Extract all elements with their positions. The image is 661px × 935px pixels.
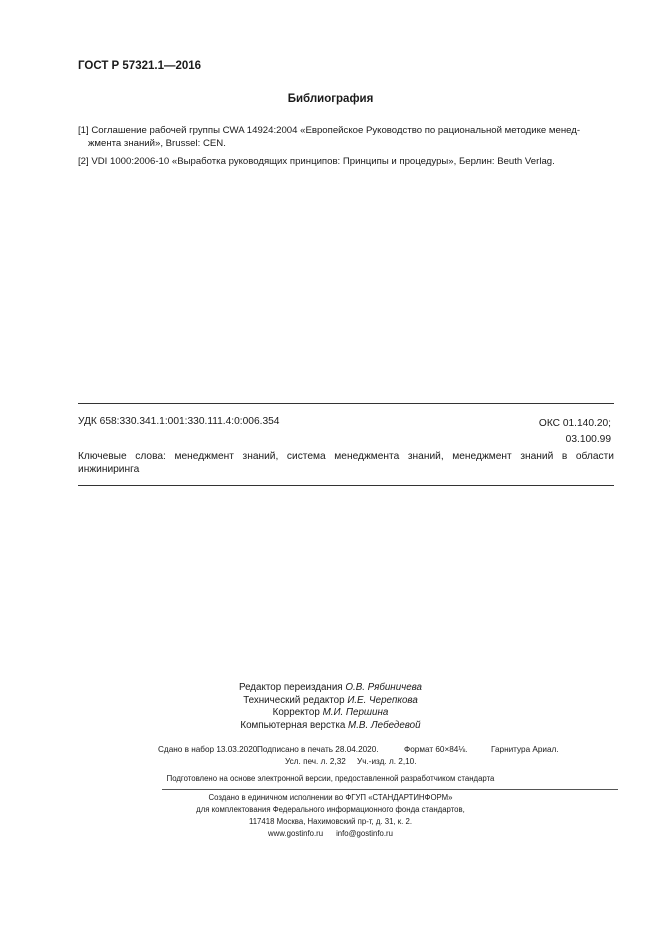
staff-role: Редактор переиздания	[238, 682, 343, 693]
staff-line-corrector	[0, 707, 661, 720]
bibliography-entry-2	[78, 155, 618, 168]
bibliography-entry-1	[78, 124, 618, 150]
staff-role: Технический редактор	[243, 694, 345, 706]
bottom-divider	[78, 485, 614, 486]
staff-name: О.В. Рябиничева	[345, 682, 423, 693]
bibliography-title: Библиография	[287, 93, 374, 105]
staff-credits	[0, 682, 661, 732]
prepared-note: Подготовлено на основе электронной версии, предоставленной разработчиком стандарта	[166, 774, 495, 783]
staff-name: М.И. Першина	[322, 707, 389, 718]
staff-role: Компьютерная верстка	[240, 719, 346, 731]
keywords: Ключевые слова: менеджмент знаний, система менеджмента знаний, менеджмент знаний в области инжиниринга	[78, 451, 614, 475]
publisher-line3: 117418 Москва, Нахимовский пр-т, д. 31, к. 2.	[248, 817, 413, 826]
imprint-publ-sheets: Уч.-изд. л. 2,10.	[357, 757, 417, 766]
bibliography-entry-1-line1: [1] Соглашение рабочей группы CWA 14924:2004 «Европейское Руководство по рациональной методике менед-	[78, 125, 581, 136]
imprint-submitted: Сдано в набор 13.03.2020.	[158, 745, 260, 754]
staff-name: М.В. Лебедевой	[348, 719, 421, 731]
bibliography-entry-1-line2: жмента знаний», Brussel: CEN.	[88, 138, 226, 149]
publisher-divider	[162, 789, 618, 790]
document-code: ГОСТ Р 57321.1—2016	[78, 60, 202, 72]
staff-role: Корректор	[272, 707, 320, 718]
oks-code	[539, 416, 611, 448]
imprint-font: Гарнитура Ариал.	[491, 745, 559, 754]
imprint-format: Формат 60×84⅛.	[404, 745, 468, 754]
publisher-info	[0, 792, 661, 840]
publisher-website: www.gostinfo.ru	[268, 829, 324, 838]
staff-line-editor	[0, 682, 661, 695]
staff-name: И.Е. Черепкова	[347, 694, 418, 706]
imprint-signed: Подписано в печать 28.04.2020.	[257, 745, 379, 754]
publisher-line1: Создано в единичном исполнении во ФГУП «СТАНДАРТИНФОРМ»	[208, 793, 453, 802]
udc-code: УДК 658:330.341.1:001:330.111.4:0:006.354	[78, 416, 280, 427]
staff-line-tech-editor	[0, 695, 661, 708]
publisher-contacts	[0, 828, 661, 840]
staff-line-layout	[0, 720, 661, 733]
publisher-email: info@gostinfo.ru	[336, 829, 393, 838]
oks-line1: ОКС 01.140.20;	[538, 418, 611, 429]
imprint-print-sheets: Усл. печ. л. 2,32	[285, 757, 346, 766]
top-divider	[78, 403, 614, 404]
bibliography-entry-2-line1: [2] VDI 1000:2006-10 «Выработка руководящих принципов: Принципы и процедуры», Берлин: Beuth Verlag.	[78, 156, 555, 167]
publisher-line2: для комплектования Федерального информационного фонда стандартов,	[196, 805, 465, 814]
oks-line2: 03.100.99	[565, 434, 611, 445]
